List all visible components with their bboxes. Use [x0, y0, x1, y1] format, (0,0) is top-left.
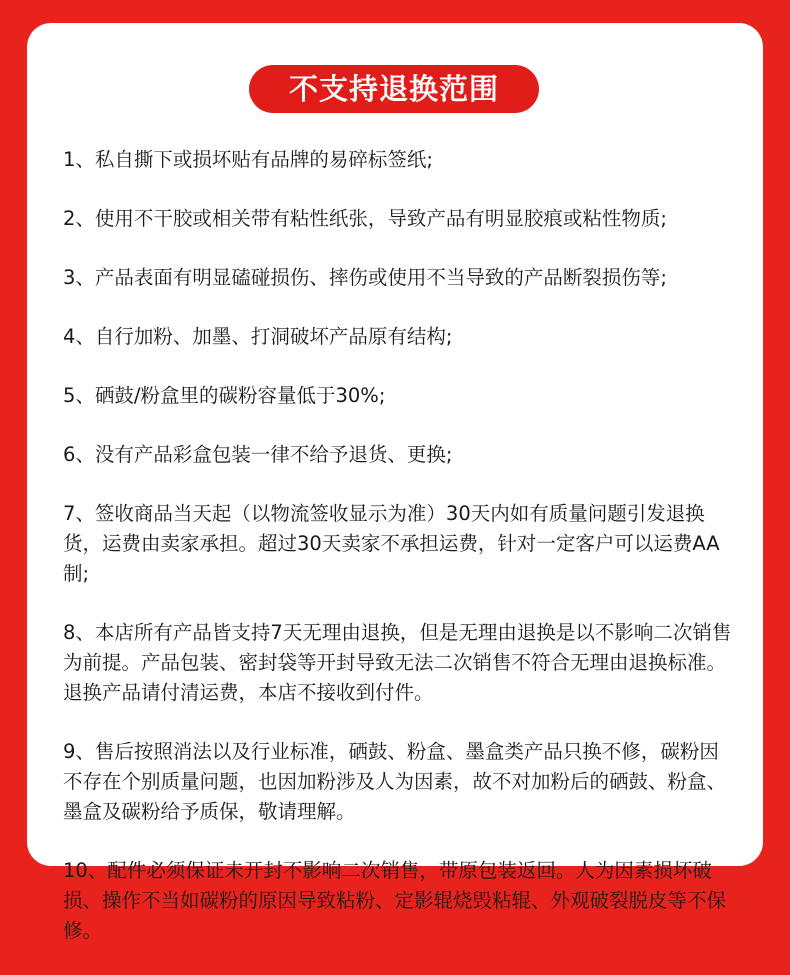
policy-rule-1: 1、私自撕下或损坏贴有品牌的易碎标签纸; [63, 148, 433, 171]
policy-card [27, 23, 763, 942]
policy-rule-10: 10、配件必须保证未开封不影响二次销售，带原包装返回。人为因素损坏破损、操作不当如碳粉的原因导致粘粉、定影辊烧毁粘辊、外观破裂脱皮等不保修。 [63, 859, 727, 942]
policy-rule-8: 8、本店所有产品皆支持7天无理由退换，但是无理由退换是以不影响二次销售为前提。产品包装、密封袋等开封导致无法二次销售不符合无理由退换标准。退换产品请付清运费，本店不接收到付件。 [63, 621, 732, 704]
policy-rules-list [63, 145, 735, 975]
policy-rule-6: 6、没有产品彩盒包装一律不给予退货、更换; [63, 443, 453, 466]
policy-rule-5: 5、硒鼓/粉盒里的碳粉容量低于30%; [63, 384, 386, 407]
policy-rule-4: 4、自行加粉、加墨、打洞破坏产品原有结构; [63, 325, 453, 348]
policy-rule-7: 7、签收商品当天起（以物流签收显示为准）30天内如有质量问题引发退换货，运费由卖家承担。超过30天卖家不承担运费，针对一定客户可以运费AA制; [63, 502, 720, 585]
policy-rule-9: 9、售后按照消法以及行业标准，硒鼓、粉盒、墨盒类产品只换不修，碳粉因不存在个别质量问题，也因加粉涉及人为因素，故不对加粉后的硒鼓、粉盒、墨盒及碳粉给予质保，敬请理解。 [63, 740, 727, 823]
policy-rule-3: 3、产品表面有明显磕碰损伤、摔伤或使用不当导致的产品断裂损伤等; [63, 266, 667, 289]
policy-rule-2: 2、使用不干胶或相关带有粘性纸张，导致产品有明显胶痕或粘性物质; [63, 207, 667, 230]
policy-title: 不支持退换范围 [249, 65, 539, 113]
